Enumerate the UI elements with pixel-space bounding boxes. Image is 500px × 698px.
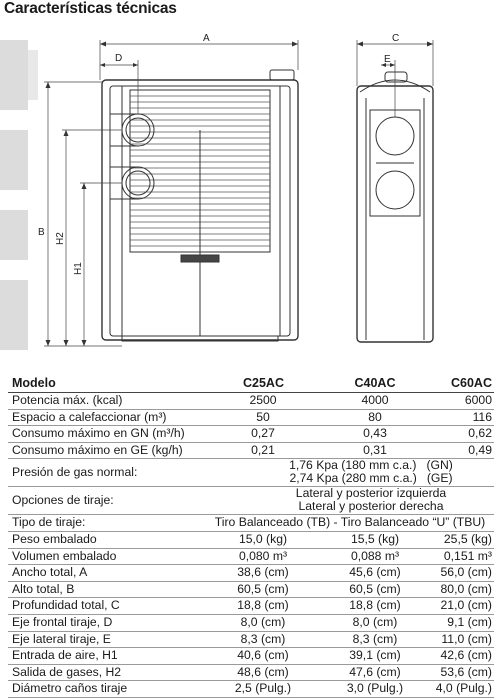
- table-row: [8, 443, 494, 460]
- cell: 2,5 (Pulg.): [234, 681, 292, 696]
- cell: 15,5 (kg): [350, 531, 400, 546]
- cell: 42,6 (cm): [440, 648, 492, 663]
- row-label: Tipo de tiraje:: [12, 515, 86, 530]
- cell: 0,27: [251, 426, 275, 441]
- cell: 80: [368, 409, 382, 424]
- cell: 2500: [249, 393, 277, 407]
- table-row: [8, 393, 494, 410]
- cell: 53,6 (cm): [440, 664, 492, 679]
- cell: 9,1 (cm): [447, 614, 492, 629]
- header-model-label: Modelo: [12, 376, 56, 390]
- cell: 8,0 (cm): [352, 614, 398, 629]
- table-row: [8, 665, 494, 682]
- cell: 11,0 (cm): [441, 631, 492, 646]
- cell: 0,62: [468, 426, 492, 441]
- header-model-2: C40AC: [354, 376, 396, 390]
- draft-type-value: Tiro Balanceado (TB) - Tiro Balanceado “U” (TBU): [214, 515, 486, 530]
- cell: 0,080 m³: [238, 548, 288, 563]
- row-label: Espacio a calefaccionar (m³): [12, 409, 167, 424]
- gas-pressure-values: [248, 459, 494, 485]
- draft-type-row: [8, 515, 494, 532]
- table-row: [8, 681, 494, 698]
- cell: 38,6 (cm): [237, 565, 289, 580]
- row-label: Consumo máximo en GN (m³/h): [12, 426, 185, 441]
- draft-option: Lateral y posterior izquierda: [295, 486, 447, 501]
- cell: 47,6 (cm): [349, 664, 401, 679]
- cell: 45,6 (cm): [349, 565, 401, 580]
- draft-option: Lateral y posterior derecha: [298, 499, 444, 514]
- cell: 21,0 (cm): [440, 598, 492, 613]
- table-row: [8, 632, 494, 649]
- gas-pressure-gn: 1,76 Kpa (180 mm c.a.): [289, 458, 417, 473]
- cell: 0,088 m³: [350, 548, 400, 563]
- row-label: Potencia máx. (kcal): [12, 393, 123, 407]
- cell: 8,0 (cm): [240, 614, 286, 629]
- page-title: Características técnicas: [4, 0, 177, 17]
- cell: 60,5 (cm): [237, 581, 289, 596]
- cell: 48,6 (cm): [237, 664, 289, 679]
- table-row: [8, 565, 494, 582]
- table-row: [8, 549, 494, 566]
- dim-label-a: A: [203, 33, 210, 44]
- cell: 40,6 (cm): [237, 648, 289, 663]
- header-model-3: C60AC: [451, 376, 492, 390]
- dim-label-h2: H2: [55, 232, 66, 245]
- row-label: Salida de gases, H2: [12, 664, 122, 679]
- table-row: [8, 615, 494, 632]
- cell: 50: [256, 409, 270, 424]
- row-label: Eje frontal tiraje, D: [12, 614, 113, 629]
- table-row: [8, 410, 494, 427]
- watermark: [0, 40, 38, 350]
- row-label: Peso embalado: [12, 531, 97, 546]
- cell: 6000: [464, 393, 492, 407]
- table-row: [8, 532, 494, 549]
- cell: 0,31: [363, 442, 387, 457]
- front-view: [102, 70, 298, 341]
- cell: 4,0 (Pulg.): [435, 681, 492, 696]
- row-label: Alto total, B: [12, 581, 75, 596]
- row-label: Opciones de tiraje:: [12, 493, 114, 508]
- table-row: [8, 582, 494, 599]
- row-label: Profundidad total, C: [12, 598, 120, 613]
- side-dimensions: [357, 40, 433, 117]
- gas-pressure-ge: 2,74 Kpa (280 mm c.a.): [289, 471, 417, 486]
- cell: 25,5 (kg): [443, 531, 492, 546]
- table-row: [8, 426, 494, 443]
- cell: 3,0 (Pulg.): [346, 681, 404, 696]
- cell: 15,0 (kg): [238, 531, 288, 546]
- cell: 39,1 (cm): [349, 648, 401, 663]
- dim-label-b: B: [38, 227, 45, 238]
- gas-pressure-row: [8, 459, 494, 487]
- draft-options-row: [8, 487, 494, 515]
- cell: 0,43: [363, 426, 387, 441]
- dim-label-d: D: [115, 53, 123, 64]
- cell: 0,151 m³: [443, 548, 492, 563]
- dim-label-e: E: [384, 54, 391, 65]
- cell: 4000: [361, 393, 389, 407]
- cell: 8,3 (cm): [240, 631, 286, 646]
- heater-technical-drawing: [0, 20, 500, 370]
- row-label: Eje lateral tiraje, E: [12, 631, 111, 646]
- dim-label-h1: H1: [73, 262, 84, 275]
- table-header: [8, 375, 494, 393]
- row-label: Presión de gas normal:: [12, 465, 138, 480]
- front-dimension-arrows: [46, 42, 299, 347]
- cell: 116: [472, 409, 492, 424]
- cell: 80,0 (cm): [440, 581, 492, 596]
- cell: 60,5 (cm): [349, 581, 401, 596]
- cell: 0,21: [251, 442, 275, 457]
- cell: 18,8 (cm): [349, 598, 401, 613]
- specs-table: [8, 375, 494, 698]
- gas-tag-gn: (GN): [426, 458, 453, 473]
- dim-label-c: C: [392, 33, 400, 44]
- cell: 56,0 (cm): [440, 565, 492, 580]
- table-row: [8, 648, 494, 665]
- row-label: Entrada de aire, H1: [12, 648, 118, 663]
- header-model-1: C25AC: [243, 376, 284, 390]
- row-label: Ancho total, A: [12, 565, 88, 580]
- row-label: Consumo máximo en GE (kg/h): [12, 442, 183, 457]
- table-row: [8, 598, 494, 615]
- row-label: Diámetro caños tiraje: [12, 681, 128, 696]
- cell: 18,8 (cm): [237, 598, 289, 613]
- gas-tag-ge: (GE): [426, 471, 453, 486]
- cell: 8,3 (cm): [352, 631, 398, 646]
- row-label: Volumen embalado: [12, 548, 117, 563]
- draft-options-values: [248, 487, 494, 513]
- cell: 0,49: [468, 442, 492, 457]
